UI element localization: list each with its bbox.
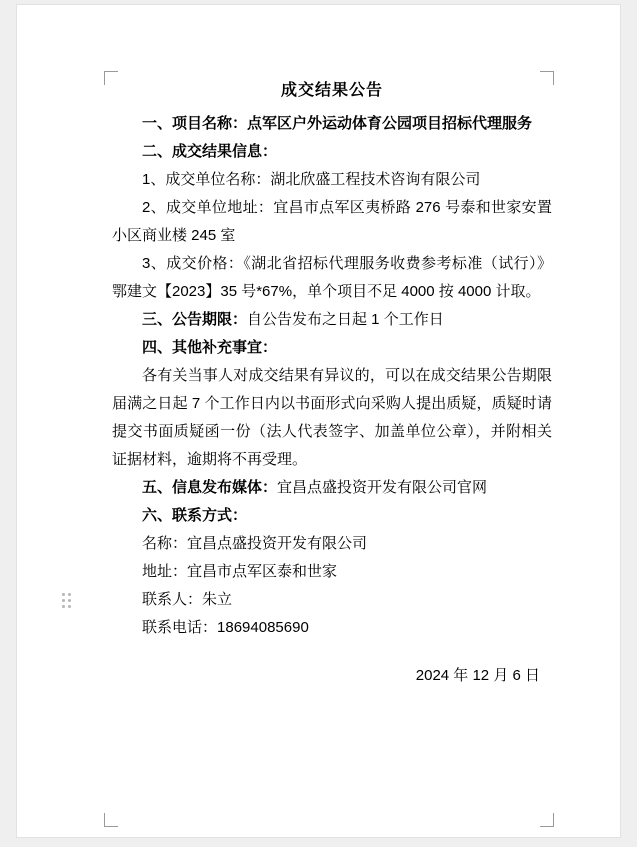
crop-mark-bottom-left <box>104 813 118 827</box>
section-project-name-value: 点军区户外运动体育公园项目招标代理服务 <box>247 115 533 132</box>
section-announcement-period-label: 三、公告期限： <box>142 311 248 328</box>
page-title: 成交结果公告 <box>280 82 383 99</box>
section-result-address-text: 2、成交单位地址：宜昌市点军区夷桥路 276 号泰和世家安置小区商业楼 245 室 <box>112 199 552 244</box>
contact-person-value: 朱立 <box>202 591 233 608</box>
section-project-name-label: 一、项目名称： <box>142 115 248 132</box>
section-supplementary-body <box>112 362 552 474</box>
section-result-company <box>112 166 552 194</box>
contact-phone-value: 18694085690 <box>217 619 309 636</box>
section-contact <box>112 502 552 530</box>
contact-person-row <box>112 586 552 614</box>
contact-name-row <box>112 530 552 558</box>
contact-phone-row <box>112 614 552 642</box>
section-supplementary <box>112 334 552 362</box>
contact-person-label: 联系人： <box>142 591 203 608</box>
contact-address-row <box>112 558 552 586</box>
crop-mark-bottom-right <box>540 813 554 827</box>
document-page <box>17 5 620 837</box>
section-result-info-label: 二、成交结果信息： <box>142 143 278 160</box>
contact-name-value: 宜昌点盛投资开发有限公司 <box>187 535 368 552</box>
contact-address-value: 宜昌市点军区泰和世家 <box>187 563 338 580</box>
contact-phone-label: 联系电话： <box>142 619 218 636</box>
document-body <box>112 77 552 690</box>
section-result-company-text: 1、成交单位名称：湖北欣盛工程技术咨询有限公司 <box>142 171 481 188</box>
section-contact-label: 六、联系方式： <box>142 507 248 524</box>
section-media-value: 宜昌点盛投资开发有限公司官网 <box>277 479 488 496</box>
contact-address-label: 地址： <box>142 563 188 580</box>
section-supplementary-label: 四、其他补充事宜： <box>142 339 278 356</box>
section-project-name <box>112 110 552 138</box>
section-result-price <box>112 250 552 306</box>
section-result-info <box>112 138 552 166</box>
section-supplementary-body-text: 各有关当事人对成交结果有异议的，可以在成交结果公告期限届满之日起 7 个工作日内以书面形式向采购人提出质疑，质疑时请提交书面质疑函一份（法人代表签字、加盖单位公章），并附相关证据材料，逾期将不再受理。 <box>112 367 552 468</box>
section-announcement-period-value: 自公告发布之日起 1 个工作日 <box>247 311 444 328</box>
drag-handle-icon[interactable] <box>62 593 73 607</box>
document-date: 2024 年 12 月 6 日 <box>415 667 540 684</box>
section-media-label: 五、信息发布媒体： <box>142 479 278 496</box>
contact-name-label: 名称： <box>142 535 188 552</box>
section-announcement-period <box>112 306 552 334</box>
section-media <box>112 474 552 502</box>
section-result-price-text: 3、成交价格：《湖北省招标代理服务收费参考标准（试行）》鄂建文【2023】35 号*67%，单个项目不足 4000 按 4000 计取。 <box>112 255 552 300</box>
section-result-address <box>112 194 552 250</box>
